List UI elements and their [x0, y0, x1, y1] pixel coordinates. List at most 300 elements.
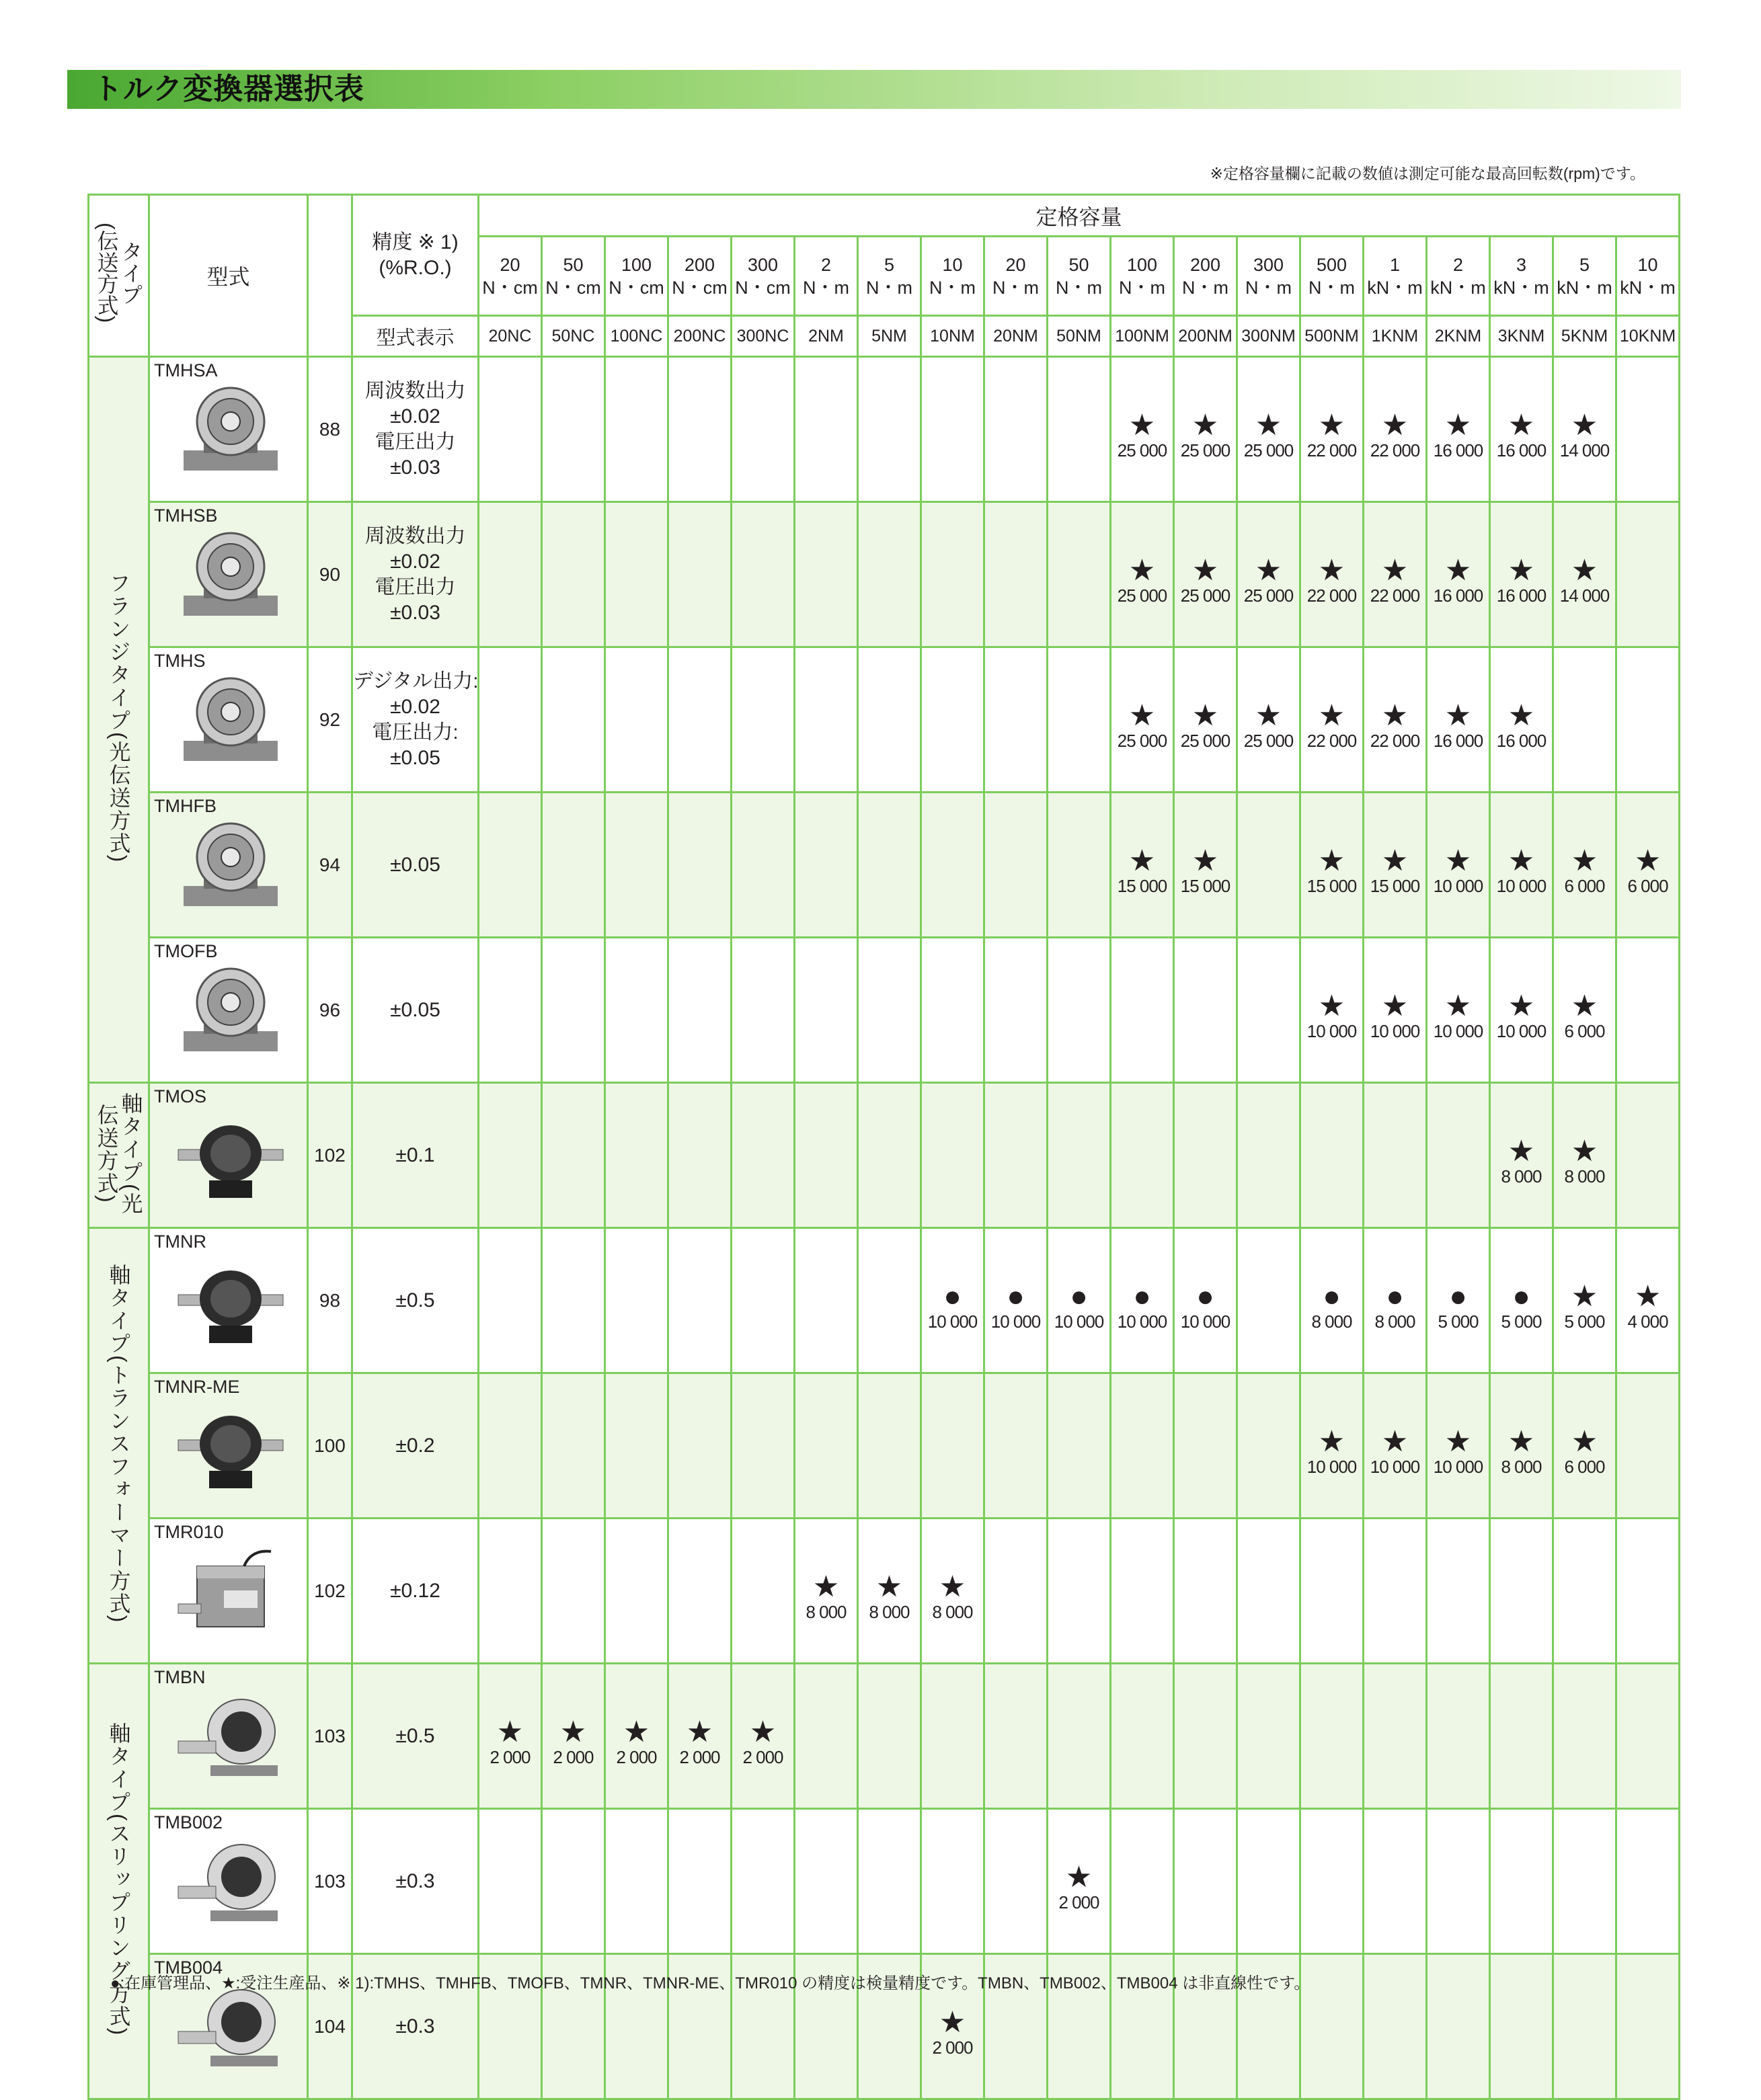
- capacity-availability-cell: [1237, 793, 1300, 938]
- capacity-availability-cell: [479, 1519, 542, 1664]
- capacity-availability-cell: [732, 502, 795, 647]
- capacity-availability-cell: [1553, 647, 1616, 793]
- made-to-order-mark: ★: [1318, 989, 1345, 1022]
- table-row: [89, 1519, 1680, 1664]
- capacity-availability-cell: [858, 938, 921, 1083]
- capacity-availability-cell: [668, 793, 732, 938]
- made-to-order-mark: ★: [1444, 698, 1472, 732]
- capacity-availability-cell: [479, 1373, 542, 1519]
- capacity-availability-cell: [1174, 1519, 1237, 1664]
- model-cell: [149, 1809, 308, 1954]
- capacity-availability-cell: [921, 1373, 984, 1519]
- capacity-cell: [1427, 237, 1490, 316]
- capacity-availability-cell: [542, 1373, 605, 1519]
- capacity-availability-cell: [732, 938, 795, 1083]
- made-to-order-mark: ★: [1191, 553, 1219, 587]
- model-name: TMHS: [154, 651, 206, 671]
- capacity-availability-cell: [1048, 1664, 1111, 1809]
- capacity-availability-cell: [1048, 1373, 1111, 1519]
- accuracy-cell: [352, 357, 479, 502]
- capacity-note: ※定格容量欄に記載の数値は測定可能な最高回転数(rpm)です。: [1210, 165, 1645, 182]
- page-title: トルク変換器選択表: [93, 73, 365, 106]
- max-rpm-value: 25 000: [1243, 730, 1294, 751]
- capacity-value: 300: [1253, 254, 1284, 275]
- capacity-value: 50: [563, 254, 584, 275]
- capacity-availability-cell: [921, 1809, 984, 1954]
- max-rpm-value: 6 000: [1564, 875, 1605, 896]
- max-rpm-value: 2 000: [490, 1746, 531, 1767]
- max-rpm-value: 5 000: [1501, 1311, 1542, 1332]
- capacity-availability-cell: [1616, 1519, 1680, 1664]
- model-cell: [149, 1083, 308, 1228]
- capacity-cell: [605, 237, 668, 316]
- capacity-availability-cell: [1237, 1083, 1300, 1228]
- capacity-availability-cell: [1237, 1373, 1300, 1519]
- page-number: 103: [308, 1664, 352, 1809]
- model-name: TMOFB: [154, 941, 218, 961]
- model-code: 5NM: [858, 316, 921, 357]
- max-rpm-value: 2 000: [616, 1746, 657, 1767]
- max-rpm-value: 10 000: [1117, 1311, 1167, 1332]
- table-row: [89, 502, 1680, 647]
- capacity-availability-cell: [1237, 502, 1300, 647]
- max-rpm-value: 10 000: [1433, 1456, 1483, 1477]
- capacity-availability-cell: [1111, 1228, 1174, 1373]
- capacity-availability-cell: [1616, 502, 1680, 647]
- made-to-order-mark: ★: [939, 1570, 966, 1603]
- capacity-availability-cell: [984, 647, 1048, 793]
- capacity-value: 100: [621, 254, 652, 275]
- capacity-availability-cell: [1616, 1954, 1680, 2099]
- capacity-availability-cell: [984, 1373, 1048, 1519]
- capacity-availability-cell: [1427, 1519, 1490, 1664]
- model-code: 300NM: [1237, 316, 1300, 357]
- max-rpm-value: 25 000: [1180, 730, 1230, 751]
- capacity-unit: N・m: [866, 277, 912, 298]
- max-rpm-value: 10 000: [1180, 1311, 1230, 1332]
- capacity-cell: [1490, 237, 1553, 316]
- capacity-availability-cell: [984, 502, 1048, 647]
- capacity-availability-cell: [605, 502, 668, 647]
- capacity-availability-cell: [1174, 502, 1237, 647]
- type-group-cell: [89, 1083, 149, 1228]
- capacity-availability-cell: [858, 1519, 921, 1664]
- flange-transducer-icon: [177, 675, 284, 769]
- capacity-availability-cell: [542, 502, 605, 647]
- model-code: 100NM: [1111, 316, 1174, 357]
- capacity-cell: [1174, 237, 1237, 316]
- model-code: 1KNM: [1364, 316, 1427, 357]
- capacity-availability-cell: [984, 1809, 1048, 1954]
- capacity-availability-cell: [1048, 1228, 1111, 1373]
- made-to-order-mark: ★: [1065, 1860, 1093, 1894]
- capacity-availability-cell: [795, 1083, 858, 1228]
- page-number: 92: [308, 647, 352, 793]
- model-code: 2KNM: [1427, 316, 1490, 357]
- max-rpm-value: 8 000: [806, 1601, 847, 1622]
- capacity-availability-cell: [1553, 1373, 1616, 1519]
- made-to-order-mark: ★: [1444, 989, 1472, 1022]
- max-rpm-value: 25 000: [1180, 440, 1230, 460]
- model-code: 5KNM: [1553, 316, 1616, 357]
- capacity-availability-cell: [1553, 793, 1616, 938]
- capacity-availability-cell: [1300, 357, 1364, 502]
- made-to-order-mark: ★: [1381, 844, 1409, 877]
- capacity-availability-cell: [1490, 1519, 1553, 1664]
- model-code: 50NM: [1048, 316, 1111, 357]
- capacity-value: 5: [884, 254, 895, 275]
- page-number: 96: [308, 938, 352, 1083]
- capacity-availability-cell: [1048, 502, 1111, 647]
- capacity-availability-cell: [542, 793, 605, 938]
- capacity-availability-cell: [668, 1083, 732, 1228]
- made-to-order-mark: ★: [749, 1715, 777, 1748]
- made-to-order-mark: ★: [1128, 553, 1156, 587]
- type-group-cell: [89, 1664, 149, 2099]
- capacity-availability-cell: [605, 1228, 668, 1373]
- shaft-transducer-icon: [177, 1401, 284, 1495]
- made-to-order-mark: ★: [939, 2005, 966, 2039]
- made-to-order-mark: ★: [1318, 698, 1345, 732]
- model-code: 3KNM: [1490, 316, 1553, 357]
- capacity-availability-cell: [1616, 1083, 1680, 1228]
- capacity-availability-cell: [1490, 1809, 1553, 1954]
- capacity-availability-cell: [1174, 647, 1237, 793]
- capacity-availability-cell: [858, 1228, 921, 1373]
- accuracy-value: ±0.1: [395, 1143, 435, 1166]
- capacity-availability-cell: [479, 357, 542, 502]
- capacity-availability-cell: [858, 502, 921, 647]
- model-code: 200NM: [1174, 316, 1237, 357]
- capacity-availability-cell: [1048, 357, 1111, 502]
- max-rpm-value: 22 000: [1306, 730, 1357, 751]
- capacity-availability-cell: [1616, 647, 1680, 793]
- page-number: 103: [308, 1809, 352, 1954]
- capacity-unit: N・m: [1245, 277, 1292, 298]
- page-number: 104: [308, 1954, 352, 2099]
- made-to-order-mark: ★: [1255, 553, 1282, 587]
- capacity-availability-cell: [479, 938, 542, 1083]
- stock-item-mark: ●: [1007, 1279, 1025, 1313]
- capacity-value: 2: [820, 254, 832, 275]
- capacity-availability-cell: [1490, 1373, 1553, 1519]
- capacity-availability-cell: [732, 357, 795, 502]
- made-to-order-mark: ★: [1444, 1424, 1472, 1458]
- page-number: 100: [308, 1373, 352, 1519]
- made-to-order-mark: ★: [1191, 408, 1219, 442]
- capacity-availability-cell: [858, 1664, 921, 1809]
- capacity-availability-cell: [479, 1664, 542, 1809]
- accuracy-cell: [352, 1519, 479, 1664]
- capacity-availability-cell: [984, 938, 1048, 1083]
- capacity-availability-cell: [605, 793, 668, 938]
- max-rpm-value: 10 000: [990, 1311, 1041, 1332]
- capacity-unit: N・m: [1119, 277, 1165, 298]
- model-name: TMR010: [154, 1522, 224, 1542]
- capacity-availability-cell: [1174, 938, 1237, 1083]
- capacity-unit: N・m: [803, 277, 849, 298]
- made-to-order-mark: ★: [1634, 844, 1661, 877]
- capacity-availability-cell: [1364, 357, 1427, 502]
- capacity-availability-cell: [542, 1228, 605, 1373]
- capacity-availability-cell: [1553, 1809, 1616, 1954]
- max-rpm-value: 2 000: [742, 1746, 783, 1767]
- capacity-availability-cell: [668, 1809, 732, 1954]
- capacity-availability-cell: [1300, 1083, 1364, 1228]
- made-to-order-mark: ★: [496, 1715, 524, 1748]
- capacity-availability-cell: [795, 647, 858, 793]
- capacity-availability-cell: [858, 1083, 921, 1228]
- made-to-order-mark: ★: [1508, 408, 1535, 442]
- capacity-availability-cell: [605, 938, 668, 1083]
- made-to-order-mark: ★: [559, 1715, 587, 1748]
- capacity-availability-cell: [668, 1228, 732, 1373]
- flange-transducer-icon: [177, 965, 284, 1059]
- capacity-availability-cell: [1174, 1809, 1237, 1954]
- model-name: TMHSB: [154, 506, 218, 526]
- capacity-availability-cell: [1490, 1083, 1553, 1228]
- capacity-availability-cell: [1364, 1228, 1427, 1373]
- capacity-availability-cell: [1174, 357, 1237, 502]
- capacity-unit: N・m: [992, 277, 1039, 298]
- selection-table: [87, 194, 1680, 2100]
- max-rpm-value: 5 000: [1438, 1311, 1479, 1332]
- capacity-availability-cell: [605, 1664, 668, 1809]
- capacity-availability-cell: [668, 1664, 732, 1809]
- capacity-availability-cell: [542, 1809, 605, 1954]
- made-to-order-mark: ★: [1571, 1279, 1598, 1313]
- flange-transducer-icon: [177, 820, 284, 914]
- capacity-availability-cell: [1553, 357, 1616, 502]
- max-rpm-value: 10 000: [1370, 1020, 1420, 1041]
- model-cell: [149, 1664, 308, 1809]
- capacity-unit: N・cm: [545, 277, 601, 298]
- model-code: 50NC: [542, 316, 605, 357]
- capacity-availability-cell: [605, 1519, 668, 1664]
- capacity-availability-cell: [1300, 1519, 1364, 1664]
- capacity-availability-cell: [605, 1373, 668, 1519]
- model-code: 20NM: [984, 316, 1048, 357]
- capacity-availability-cell: [1300, 1228, 1364, 1373]
- made-to-order-mark: ★: [1381, 698, 1409, 732]
- capacity-availability-cell: [1616, 1373, 1680, 1519]
- capacity-availability-cell: [984, 1664, 1048, 1809]
- table-row: [89, 357, 1680, 502]
- capacity-availability-cell: [479, 1809, 542, 1954]
- capacity-availability-cell: [1427, 647, 1490, 793]
- capacity-availability-cell: [542, 1519, 605, 1664]
- model-name: TMNR-ME: [154, 1377, 240, 1397]
- capacity-availability-cell: [542, 1664, 605, 1809]
- capacity-availability-cell: [1616, 1809, 1680, 1954]
- made-to-order-mark: ★: [1318, 844, 1345, 877]
- capacity-availability-cell: [1427, 357, 1490, 502]
- capacity-cell: [542, 237, 605, 316]
- made-to-order-mark: ★: [1571, 408, 1598, 442]
- capacity-value: 500: [1316, 254, 1347, 275]
- type-group-label: 軸タイプ(光伝送方式): [94, 1092, 143, 1215]
- max-rpm-value: 4 000: [1627, 1311, 1668, 1332]
- capacity-availability-cell: [984, 1519, 1048, 1664]
- capacity-availability-cell: [1553, 938, 1616, 1083]
- capacity-unit: N・cm: [482, 277, 538, 298]
- max-rpm-value: 8 000: [932, 1601, 973, 1622]
- capacity-availability-cell: [1427, 938, 1490, 1083]
- max-rpm-value: 16 000: [1433, 440, 1483, 460]
- footnote: ●:在庫管理品、★:受注生産品、※ 1):TMHS、TMHFB、TMOFB、TMNR、TMNR-ME、TMR010 の精度は検量精度です。TMBN、TMB002、TMB004 は非直線性です。: [110, 1974, 1310, 1992]
- capacity-availability-cell: [1111, 793, 1174, 938]
- max-rpm-value: 25 000: [1243, 440, 1294, 460]
- shaft-transducer-icon: [177, 1110, 284, 1205]
- max-rpm-value: 10 000: [1496, 1020, 1547, 1041]
- max-rpm-value: 25 000: [1243, 585, 1294, 606]
- capacity-availability-cell: [542, 938, 605, 1083]
- capacity-availability-cell: [1616, 357, 1680, 502]
- capacity-value: 20: [500, 254, 520, 275]
- made-to-order-mark: ★: [1444, 408, 1472, 442]
- capacity-availability-cell: [921, 793, 984, 938]
- capacity-unit: N・m: [929, 277, 976, 298]
- capacity-availability-cell: [858, 1809, 921, 1954]
- max-rpm-value: 8 000: [1564, 1166, 1605, 1186]
- accuracy-value: ±0.2: [395, 1434, 435, 1457]
- capacity-availability-cell: [1427, 793, 1490, 938]
- max-rpm-value: 22 000: [1306, 440, 1357, 460]
- model-cell: [149, 938, 308, 1083]
- capacity-unit: N・cm: [735, 277, 791, 298]
- made-to-order-mark: ★: [1255, 408, 1282, 442]
- capacity-availability-cell: [795, 1373, 858, 1519]
- capacity-availability-cell: [1616, 1664, 1680, 1809]
- capacity-availability-cell: [732, 647, 795, 793]
- capacity-unit: kN・m: [1620, 277, 1676, 298]
- max-rpm-value: 6 000: [1564, 1020, 1605, 1041]
- capacity-cell: [1048, 237, 1111, 316]
- capacity-availability-cell: [732, 1228, 795, 1373]
- capacity-availability-cell: [1174, 1083, 1237, 1228]
- max-rpm-value: 10 000: [927, 1311, 978, 1332]
- capacity-availability-cell: [795, 357, 858, 502]
- stock-item-mark: ●: [1449, 1279, 1467, 1313]
- capacity-availability-cell: [984, 357, 1048, 502]
- stock-item-mark: ●: [943, 1279, 962, 1313]
- capacity-availability-cell: [479, 647, 542, 793]
- capacity-availability-cell: [921, 647, 984, 793]
- capacity-availability-cell: [605, 1083, 668, 1228]
- capacity-availability-cell: [1237, 938, 1300, 1083]
- type-group-label: 軸タイプ(トランスフォーマー方式): [106, 1264, 131, 1624]
- max-rpm-value: 2 000: [932, 2037, 973, 2058]
- table-row: [89, 1809, 1680, 1954]
- capacity-availability-cell: [1174, 1228, 1237, 1373]
- capacity-unit: N・m: [1182, 277, 1228, 298]
- made-to-order-mark: ★: [1508, 1424, 1535, 1458]
- accuracy-value: ±0.5: [395, 1724, 435, 1747]
- model-code: 10NM: [921, 316, 984, 357]
- capacity-availability-cell: [1300, 1373, 1364, 1519]
- capacity-availability-cell: [984, 793, 1048, 938]
- capacity-availability-cell: [605, 1809, 668, 1954]
- model-name: TMBN: [154, 1667, 206, 1687]
- accuracy-cell: [352, 793, 479, 938]
- capacity-availability-cell: [795, 1809, 858, 1954]
- max-rpm-value: 15 000: [1306, 875, 1357, 896]
- capacity-availability-cell: [542, 647, 605, 793]
- accuracy-cell: [352, 1664, 479, 1809]
- made-to-order-mark: ★: [1318, 553, 1345, 587]
- stock-item-mark: ●: [1386, 1279, 1404, 1313]
- capacity-availability-cell: [795, 1519, 858, 1664]
- model-cell: [149, 502, 308, 647]
- capacity-availability-cell: [1616, 938, 1680, 1083]
- made-to-order-mark: ★: [686, 1715, 713, 1748]
- shaft-transducer-icon: [177, 1256, 284, 1350]
- capacity-availability-cell: [1616, 1228, 1680, 1373]
- made-to-order-mark: ★: [875, 1570, 903, 1603]
- accuracy-value: 周波数出力 ±0.02 電圧出力 ±0.03: [364, 524, 466, 624]
- capacity-availability-cell: [1237, 647, 1300, 793]
- capacity-availability-cell: [668, 1519, 732, 1664]
- max-rpm-value: 25 000: [1117, 730, 1167, 751]
- type-group-label: 軸タイプ(スリップリング方式): [106, 1722, 131, 2037]
- capacity-availability-cell: [1364, 502, 1427, 647]
- capacity-availability-cell: [984, 1228, 1048, 1373]
- capacity-availability-cell: [1427, 502, 1490, 647]
- made-to-order-mark: ★: [1508, 989, 1535, 1022]
- capacity-availability-cell: [1553, 1954, 1616, 2099]
- capacity-availability-cell: [1300, 502, 1364, 647]
- model-cell: [149, 647, 308, 793]
- capacity-availability-cell: [1553, 502, 1616, 647]
- type-group-label: フランジタイプ(光伝送方式): [106, 572, 131, 864]
- stock-item-mark: ●: [1323, 1279, 1341, 1313]
- capacity-availability-cell: [921, 1519, 984, 1664]
- accuracy-cell: [352, 1809, 479, 1954]
- capacity-availability-cell: [479, 793, 542, 938]
- made-to-order-mark: ★: [1128, 698, 1156, 732]
- capacity-availability-cell: [732, 1809, 795, 1954]
- page-number: 98: [308, 1228, 352, 1373]
- capacity-availability-cell: [1427, 1083, 1490, 1228]
- capacity-value: 200: [1189, 254, 1221, 275]
- stock-item-mark: ●: [1070, 1279, 1088, 1313]
- capacity-availability-cell: [1364, 647, 1427, 793]
- capacity-cell: [1111, 237, 1174, 316]
- max-rpm-value: 10 000: [1433, 875, 1483, 896]
- capacity-availability-cell: [1237, 1664, 1300, 1809]
- capacity-availability-cell: [1364, 1954, 1427, 2099]
- flange-transducer-icon: [177, 385, 284, 479]
- accuracy-cell: [352, 1228, 479, 1373]
- made-to-order-mark: ★: [1508, 844, 1535, 877]
- capacity-availability-cell: [921, 357, 984, 502]
- capacity-value: 1: [1389, 254, 1401, 275]
- capacity-unit: kN・m: [1430, 277, 1486, 298]
- capacity-unit: kN・m: [1367, 277, 1423, 298]
- made-to-order-mark: ★: [1508, 1134, 1535, 1168]
- capacity-availability-cell: [1490, 1228, 1553, 1373]
- capacity-availability-cell: [1364, 793, 1427, 938]
- type-group-cell: [89, 1228, 149, 1664]
- capacity-availability-cell: [795, 502, 858, 647]
- made-to-order-mark: ★: [623, 1715, 650, 1748]
- model-name: TMHSA: [154, 360, 218, 380]
- capacity-availability-cell: [1364, 938, 1427, 1083]
- capacity-availability-cell: [732, 1664, 795, 1809]
- made-to-order-mark: ★: [1191, 844, 1219, 877]
- stock-item-mark: ●: [1196, 1279, 1214, 1313]
- capacity-availability-cell: [1048, 1809, 1111, 1954]
